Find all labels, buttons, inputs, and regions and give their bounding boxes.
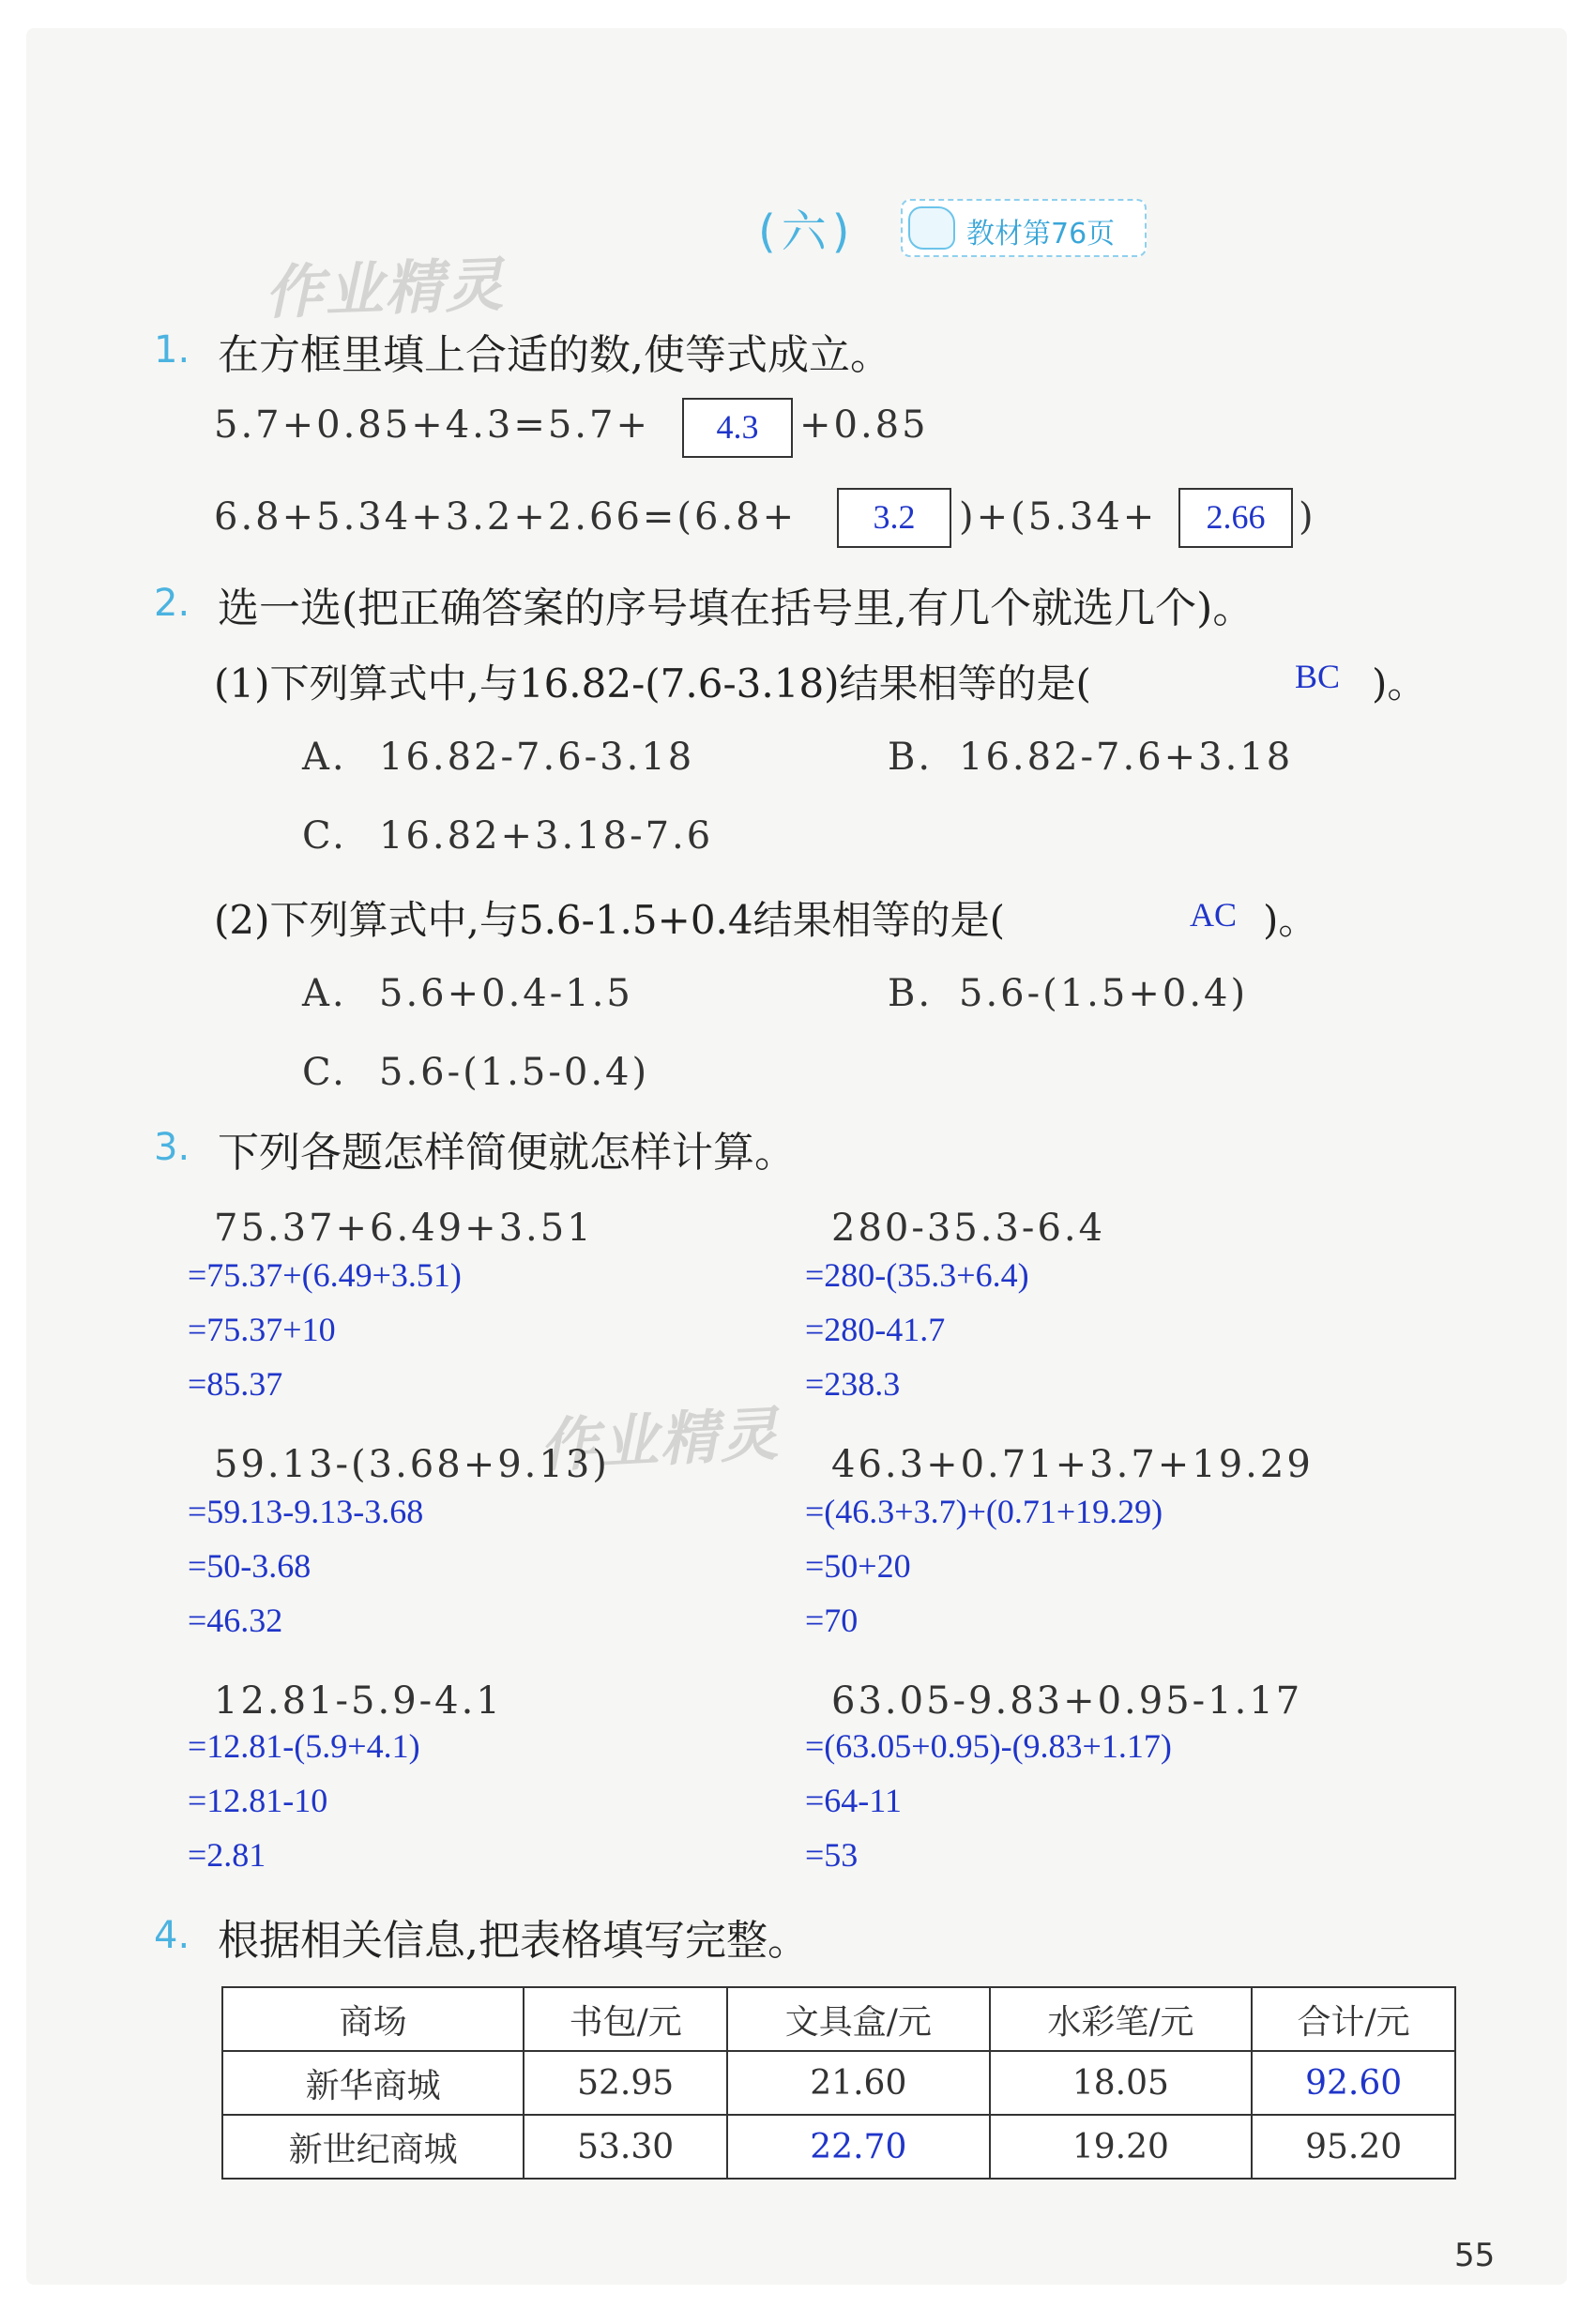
table-header-cell: 文具盒/元 <box>727 1987 990 2051</box>
table-row <box>222 2115 1455 2179</box>
textbook-reference <box>901 199 1147 257</box>
q1-line1-left: 5.7+0.85+4.3=5.7+ <box>214 403 650 447</box>
mall-price-table <box>221 1986 1456 2180</box>
q3-problem-step: =12.81-(5.9+4.1) <box>188 1727 420 1765</box>
q3-problem-expr: 63.05-9.83+0.95-1.17 <box>831 1679 1303 1723</box>
q1-line2-mid: )+(5.34+ <box>959 495 1158 539</box>
q3-problem-step: =12.81-10 <box>188 1782 328 1819</box>
q2-sub1-optB: 16.82-7.6+3.18 <box>959 736 1294 779</box>
table-cell: 18.05 <box>990 2051 1253 2115</box>
table-header-cell: 水彩笔/元 <box>990 1987 1253 2051</box>
table-header-cell: 书包/元 <box>524 1987 727 2051</box>
q2-number: 2. <box>154 582 190 625</box>
q2-sub2-optB: 5.6-(1.5+0.4) <box>959 972 1249 1015</box>
watermark-middle: 作业精灵 <box>538 1399 783 1481</box>
q3-problem-step: =75.37+(6.49+3.51) <box>188 1256 462 1294</box>
q2-sub1-optA-letter: A. <box>302 736 347 779</box>
q2-text: 选一选(把正确答案的序号填在括号里,有几个就选几个)。 <box>218 585 1254 632</box>
q2-sub1-label: (1)下列算式中,与16.82-(7.6-3.18)结果相等的是( <box>214 661 1091 706</box>
section-title: (六) <box>758 205 856 258</box>
q2-sub1-optC: 16.82+3.18-7.6 <box>379 814 714 858</box>
q3-problem-step: =(46.3+3.7)+(0.71+19.29) <box>805 1493 1163 1530</box>
q3-problem-step: =59.13-9.13-3.68 <box>188 1493 424 1530</box>
q1-line2-left: 6.8+5.34+3.2+2.66=(6.8+ <box>214 495 798 539</box>
q3-problem-step: =64-11 <box>805 1782 902 1819</box>
q2-sub1-answer: BC <box>1295 658 1341 695</box>
table-cell: 19.20 <box>990 2115 1253 2179</box>
q3-problem-step: =85.37 <box>188 1365 283 1403</box>
q2-sub2-optC-letter: C. <box>302 1051 347 1094</box>
q2-sub2-label: (2)下列算式中,与5.6-1.5+0.4结果相等的是( <box>214 897 1005 943</box>
table-cell: 新世纪商城 <box>222 2115 524 2179</box>
table-cell-answer: 22.70 <box>727 2115 990 2179</box>
q1-line1-answer: 4.3 <box>716 408 759 446</box>
q3-problem-expr: 12.81-5.9-4.1 <box>214 1679 503 1723</box>
table-cell: 21.60 <box>727 2051 990 2115</box>
table-cell: 53.30 <box>524 2115 727 2179</box>
q1-text: 在方框里填上合适的数,使等式成立。 <box>218 331 891 379</box>
q2-sub2-answer: AC <box>1190 896 1238 934</box>
q2-sub1-optB-letter: B. <box>888 736 934 779</box>
table-header-cell: 商场 <box>222 1987 524 2051</box>
book-badge-icon <box>908 206 955 250</box>
table-header-cell: 合计/元 <box>1252 1987 1455 2051</box>
q3-problem-expr: 46.3+0.71+3.7+19.29 <box>831 1443 1314 1486</box>
watermark-top: 作业精灵 <box>263 250 507 327</box>
q1-line2-answer1: 3.2 <box>873 498 916 536</box>
q3-problem-step: =50-3.68 <box>188 1547 312 1585</box>
q4-text: 根据相关信息,把表格填写完整。 <box>218 1917 809 1965</box>
q1-line2-box2 <box>1178 488 1293 548</box>
table-cell: 52.95 <box>524 2051 727 2115</box>
q3-problem-expr: 280-35.3-6.4 <box>831 1207 1106 1250</box>
q1-number: 1. <box>154 328 190 372</box>
q1-line1-box <box>682 398 793 458</box>
table-cell: 95.20 <box>1252 2115 1455 2179</box>
q3-problem-expr: 59.13-(3.68+9.13) <box>214 1443 610 1486</box>
reference-text: 教材第76页 <box>966 218 1116 251</box>
q1-line2-box1 <box>837 488 951 548</box>
q1-line2-right: ) <box>1299 495 1316 539</box>
q3-problem-step: =280-(35.3+6.4) <box>805 1256 1029 1294</box>
q1-line1-right: +0.85 <box>799 403 929 447</box>
table-cell-answer: 92.60 <box>1252 2051 1455 2115</box>
q2-sub2-optA: 5.6+0.4-1.5 <box>379 972 633 1015</box>
q2-sub2-optC: 5.6-(1.5-0.4) <box>379 1051 650 1094</box>
q2-sub2-optB-letter: B. <box>888 972 934 1015</box>
q3-problem-step: =2.81 <box>188 1836 266 1874</box>
q2-sub2-close: )。 <box>1263 897 1318 943</box>
table-cell: 新华商城 <box>222 2051 524 2115</box>
q3-problem-step: =238.3 <box>805 1365 901 1403</box>
q2-sub1-optC-letter: C. <box>302 814 347 858</box>
q3-problem-step: =(63.05+0.95)-(9.83+1.17) <box>805 1727 1172 1765</box>
q4-number: 4. <box>154 1914 190 1957</box>
q3-problem-step: =53 <box>805 1836 859 1874</box>
q2-sub1-close: )。 <box>1372 661 1427 706</box>
table-header-row <box>222 1987 1455 2051</box>
q3-problem-step: =50+20 <box>805 1547 911 1585</box>
q1-line2-answer2: 2.66 <box>1206 498 1266 536</box>
q2-sub1-optA: 16.82-7.6-3.18 <box>379 736 695 779</box>
table-row <box>222 2051 1455 2115</box>
q3-problem-expr: 75.37+6.49+3.51 <box>214 1207 594 1250</box>
q3-problem-step: =280-41.7 <box>805 1311 946 1348</box>
q3-problem-step: =70 <box>805 1602 859 1639</box>
q3-problem-step: =46.32 <box>188 1602 283 1639</box>
page-number: 55 <box>1454 2237 1496 2274</box>
q3-number: 3. <box>154 1126 190 1169</box>
q2-sub2-optA-letter: A. <box>302 972 347 1015</box>
q3-problem-step: =75.37+10 <box>188 1311 336 1348</box>
q3-text: 下列各题怎样简便就怎样计算。 <box>218 1129 796 1177</box>
